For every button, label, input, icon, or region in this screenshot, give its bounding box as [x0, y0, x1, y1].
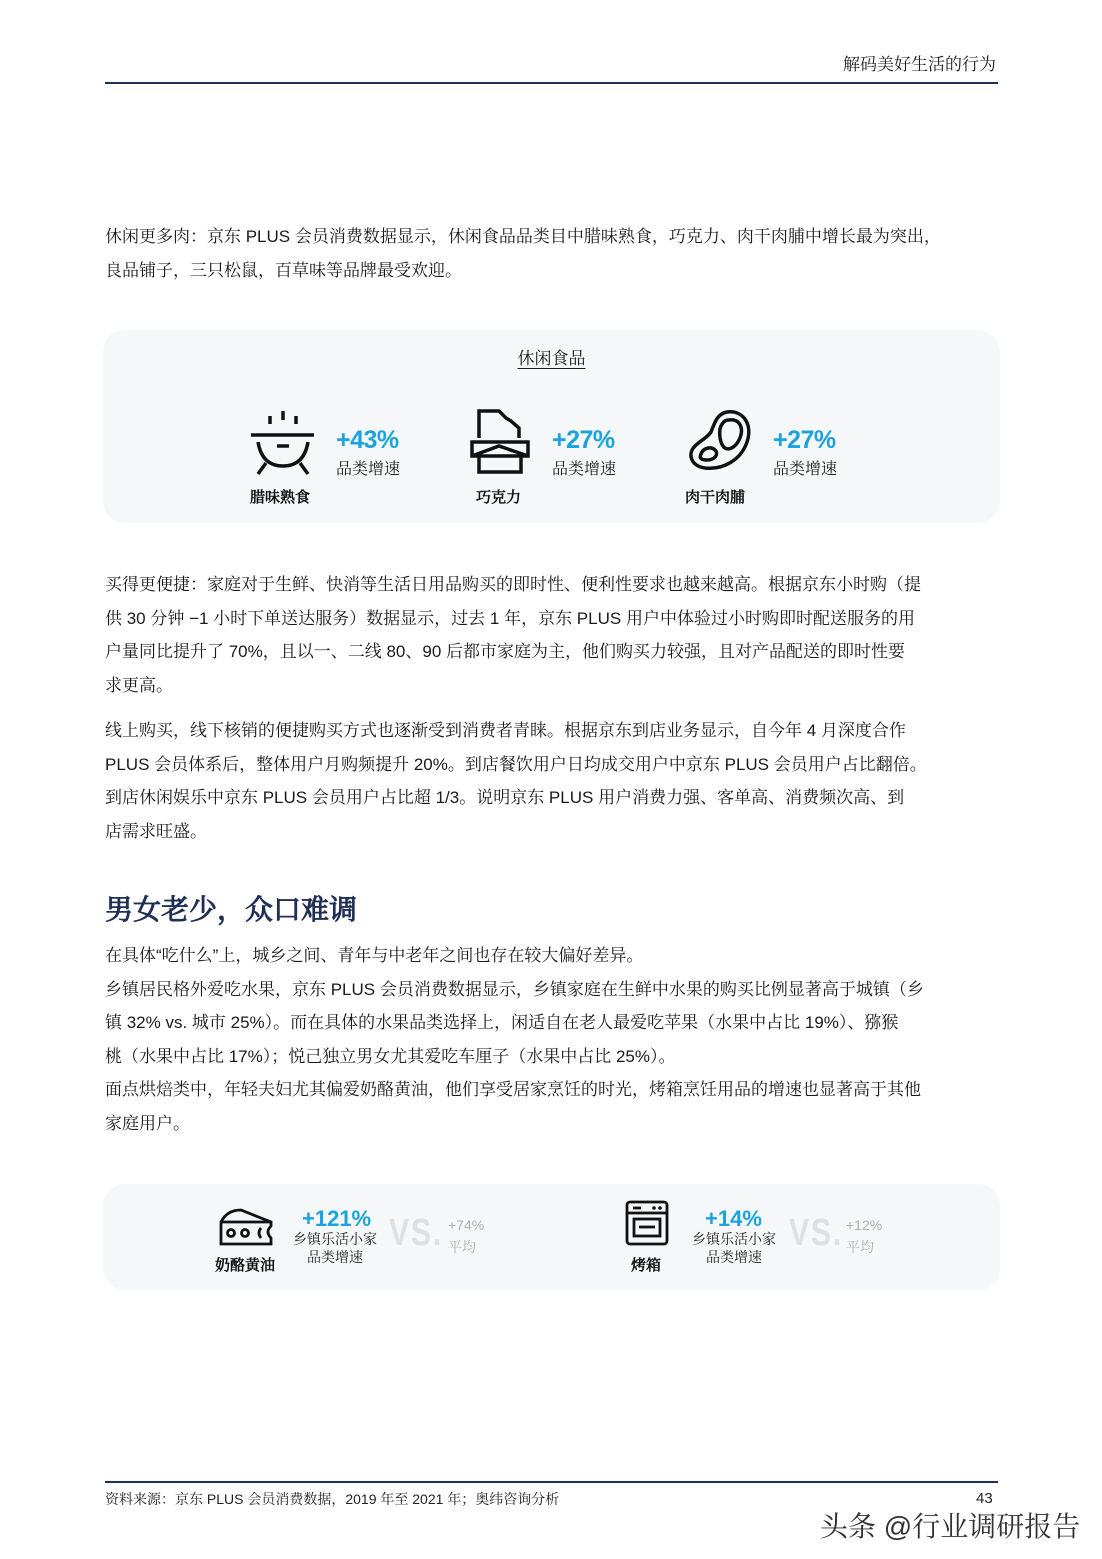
jerky-meat-icon	[687, 408, 753, 474]
watermark: 头条 @行业调研报告	[820, 1511, 1081, 1542]
growth-value: +121%	[302, 1206, 372, 1231]
average-block	[846, 1214, 882, 1258]
text-line: 面点烘焙类中，年轻夫妇尤其偏爱奶酪黄油，他们享受居家烹饪的时光，烤箱烹饪用品的增速也显著高于其他	[105, 1080, 921, 1099]
card-title-text: 休闲食品	[517, 349, 586, 368]
card-title	[103, 344, 1000, 369]
cooked-meat-pot-icon	[248, 408, 318, 478]
growth-value: +27%	[552, 426, 615, 454]
text-line: 乡镇居民格外爱吃水果，京东 PLUS 会员消费数据显示，乡镇家庭在生鲜中水果的购买比例显著高于城镇（乡	[105, 979, 924, 999]
running-header-title: 解码美好生活的行为	[843, 55, 996, 74]
online-offline-paragraph	[105, 714, 1000, 848]
category-name: 奶酪黄油	[215, 1257, 276, 1274]
text-line: 求更高。	[105, 675, 173, 695]
text-line: 镇 32% vs. 城市 25%）。而在具体的水果品类选择上，闲适自在老人最爱吃苹果（水果中占比 19%）、猕猴	[105, 1013, 899, 1032]
segment-label: 乡镇乐活小家	[293, 1231, 377, 1247]
section-heading: 男女老少，众口难调	[105, 894, 358, 925]
average-value: +12%	[846, 1217, 883, 1233]
average-label: 平均	[846, 1239, 874, 1255]
intro-paragraph	[105, 220, 1000, 287]
growth-label: 品类增速	[336, 461, 401, 478]
average-block	[448, 1214, 484, 1258]
text-line: 家庭用户。	[105, 1113, 190, 1133]
growth-value: +27%	[773, 426, 836, 454]
growth-label: 品类增速	[552, 461, 617, 478]
segment-label: 乡镇乐活小家	[692, 1231, 776, 1247]
text-line: 店需求旺盛。	[105, 821, 207, 841]
vs-separator: VS.	[389, 1212, 443, 1254]
chocolate-icon	[469, 408, 533, 478]
metric-label: 品类增速	[307, 1249, 363, 1265]
header-divider	[105, 82, 998, 84]
growth-value: +43%	[336, 426, 399, 454]
average-label: 平均	[448, 1239, 476, 1255]
text-line: PLUS 会员体系后，整体用户月购频提升 20%。到店餐饮用户日均成交用户中京东 PLUS 会员用户占比翻倍。	[105, 754, 927, 774]
source-note: 资料来源：京东 PLUS 会员消费数据，2019 年至 2021 年；奥纬咨询分析	[105, 1491, 560, 1507]
text-line: 供 30 分钟 −1 小时下单送达服务）数据显示，过去 1 年，京东 PLUS 用户中体验过小时购即时配送服务的用	[105, 608, 915, 628]
growth-label	[293, 1230, 377, 1266]
footer-divider	[105, 1481, 998, 1483]
text-line: 良品铺子，三只松鼠，百草味等品牌最受欢迎。	[105, 260, 462, 280]
text-line: 到店休闲娱乐中京东 PLUS 会员用户占比超 1/3。说明京东 PLUS 用户消费力强、客单高、消费频次高、到	[105, 788, 905, 807]
page-number: 43	[976, 1490, 993, 1507]
cheese-icon	[219, 1208, 273, 1246]
category-name: 肉干肉脯	[685, 489, 746, 506]
text-line: 桃（水果中占比 17%）；悦己独立男女尤其爱吃车厘子（水果中占比 25%）。	[105, 1046, 676, 1066]
oven-icon	[625, 1200, 669, 1246]
growth-label: 品类增速	[773, 461, 838, 478]
growth-value: +14%	[705, 1206, 762, 1231]
convenience-paragraph	[105, 568, 1000, 702]
text-line: 户量同比提升了 70%，且以一、二线 80、90 后都市家庭为主，他们购买力较强，且对产品配送的即时性要	[105, 642, 906, 661]
metric-label: 品类增速	[706, 1249, 762, 1265]
text-line: 在具体“吃什么”上，城乡之间、青年与中老年之间也存在较大偏好差异。	[105, 946, 644, 965]
comparison-card	[103, 1184, 1000, 1290]
category-name: 巧克力	[476, 489, 522, 506]
growth-label	[692, 1230, 776, 1266]
category-name: 烤箱	[631, 1257, 662, 1274]
snack-category-card	[103, 330, 1000, 523]
text-line: 买得更便捷：家庭对于生鲜、快消等生活日用品购买的即时性、便利性要求也越来越高。根据京东小时购（提	[105, 575, 921, 594]
section-paragraph	[105, 939, 1000, 1140]
text-line: 休闲更多肉：京东 PLUS 会员消费数据显示，休闲食品品类目中腊味熟食，巧克力、肉干肉脯中增长最为突出，	[105, 227, 941, 246]
category-name: 腊味熟食	[250, 489, 311, 506]
average-value: +74%	[448, 1217, 485, 1233]
text-line: 线上购买，线下核销的便捷购买方式也逐渐受到消费者青睐。根据京东到店业务显示，自今年 4 月深度合作	[105, 721, 906, 740]
vs-separator: VS.	[789, 1212, 843, 1254]
